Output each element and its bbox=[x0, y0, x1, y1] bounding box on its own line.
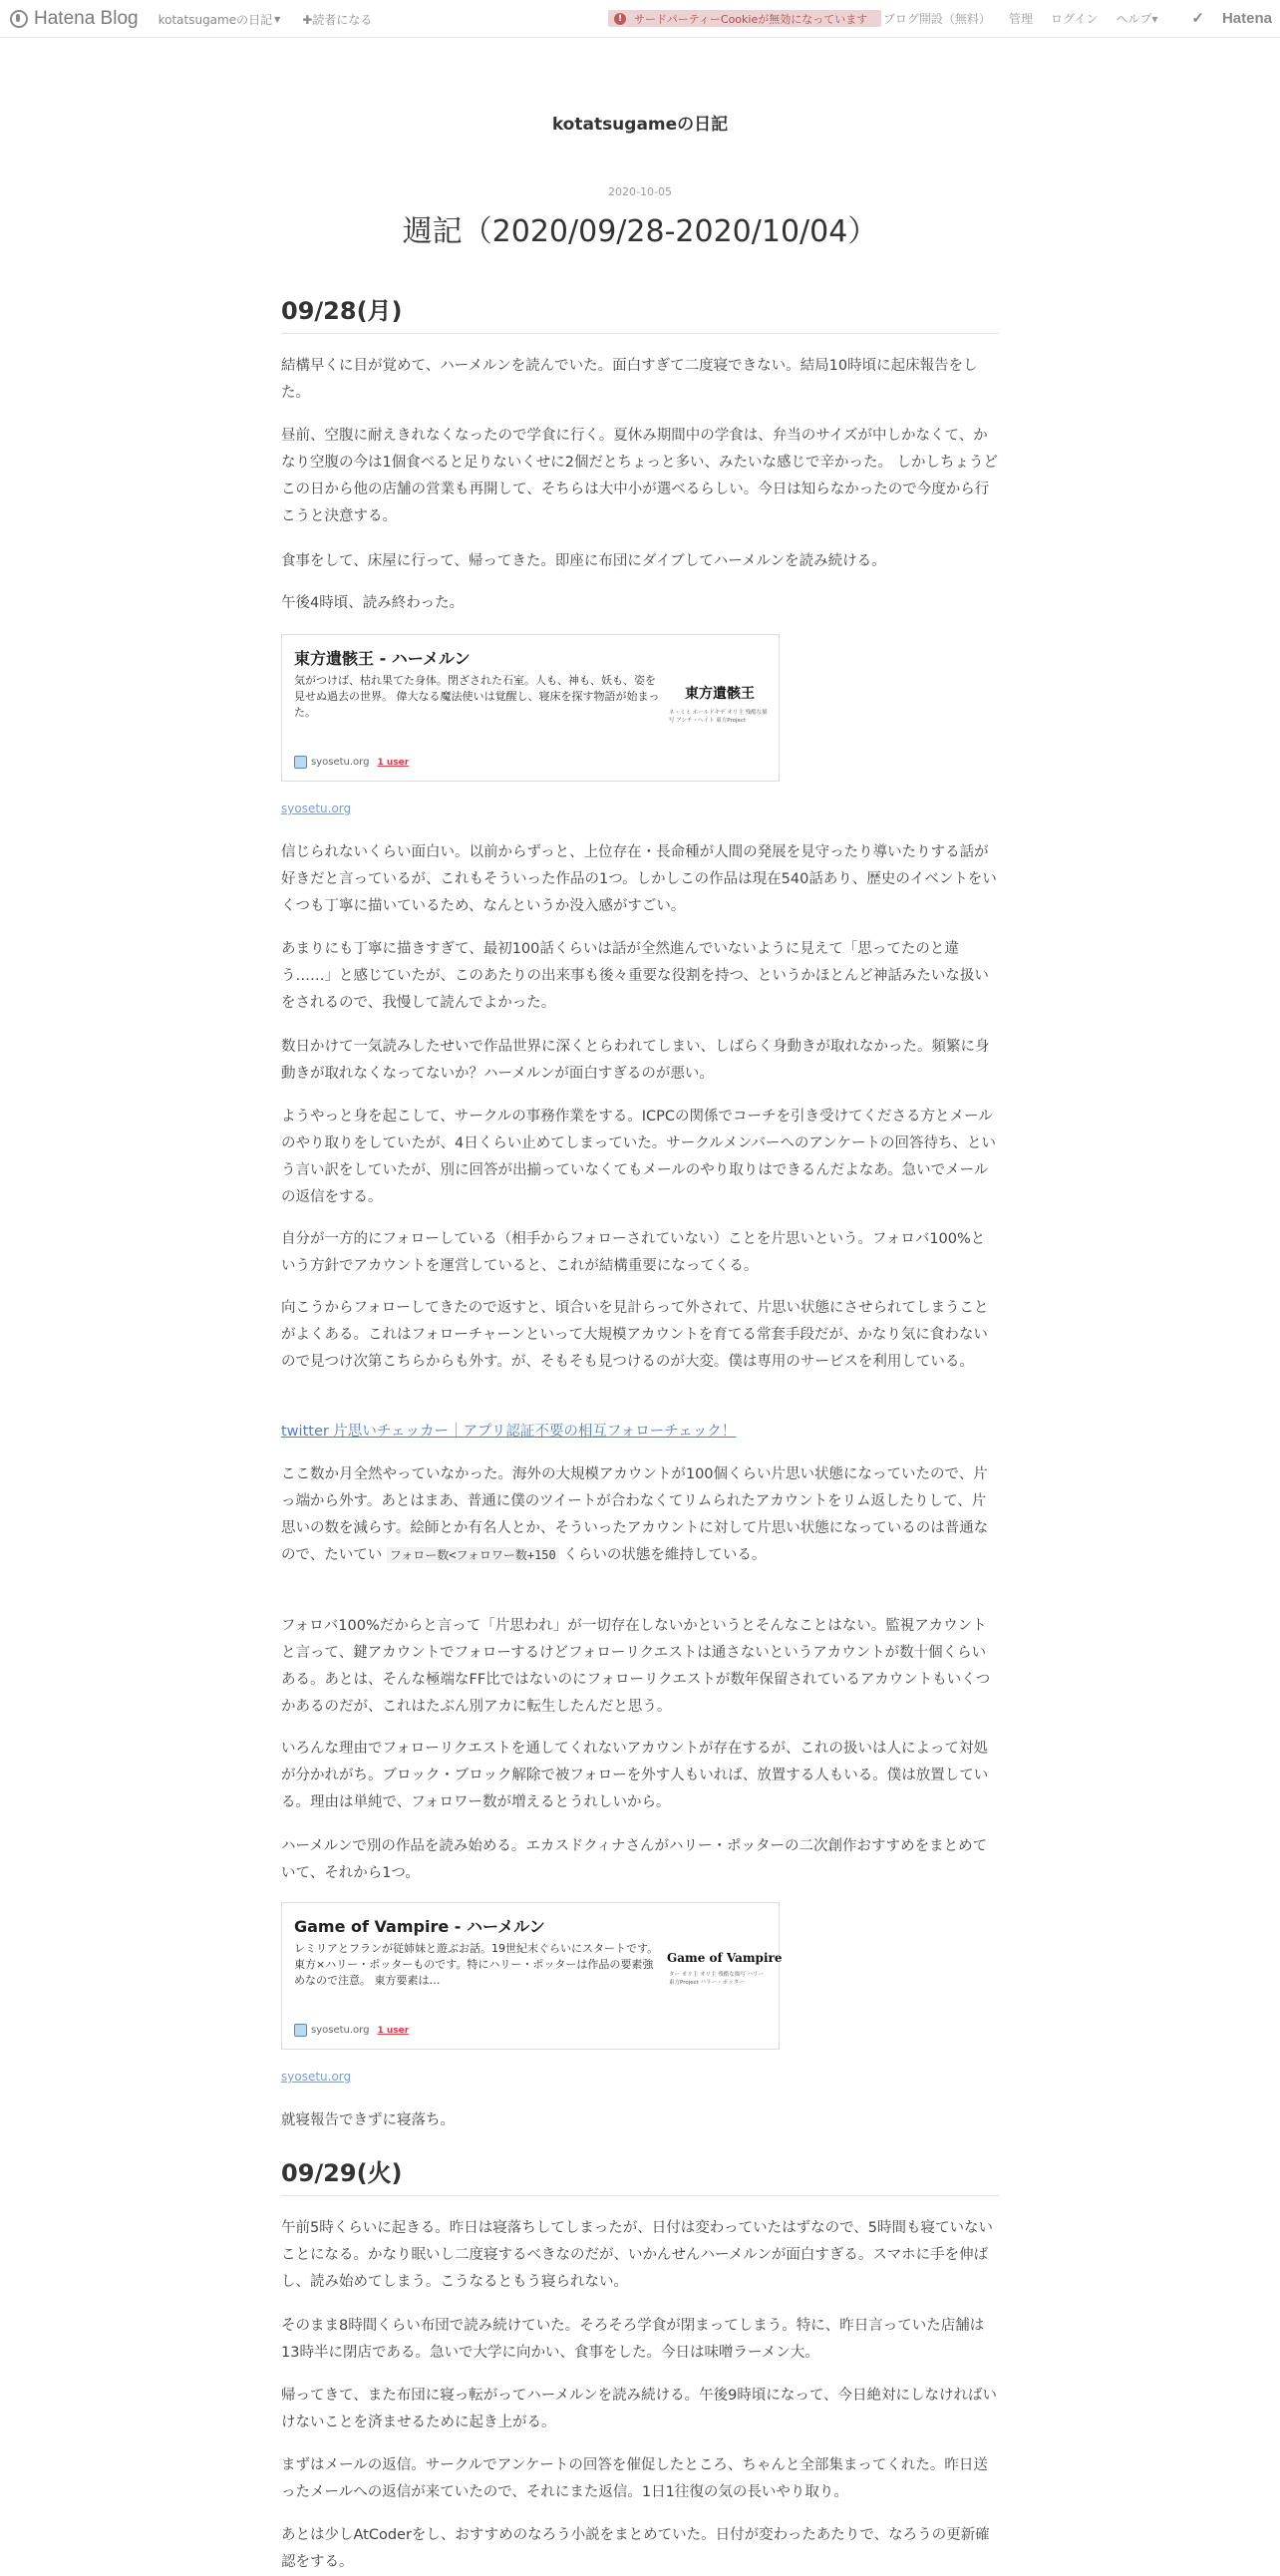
cookie-notice[interactable] bbox=[608, 10, 881, 27]
paragraph: あとは少しAtCoderをし、おすすめのなろう小説をまとめていた。日付が変わったあたりで、なろうの更新確認をする。 bbox=[281, 2527, 990, 2570]
thumbnail-title: 東方遺骸王 bbox=[685, 686, 755, 702]
paragraph: 帰ってきて、また布団に寝っ転がってハーメルンを読み続ける。午後9時頃になって、今日絶対にしなければいけないことを済ませるために起き上がる。 bbox=[281, 2388, 998, 2430]
help-link[interactable]: ヘルプ▾ bbox=[1116, 11, 1158, 26]
cookie-notice-text: サードパーティーCookieが無効になっています bbox=[634, 12, 868, 26]
paragraph: 昼前、空腹に耐えきれなくなったので学食に行く。夏休み期間中の学食は、弁当のサイズが中しかなくて、かなり空腹の今は1個食べると足りないくせに2個だとちょっと多い、みたいな感じで辛かった。 しかしちょうどこの日から他の店舗の営業も再開して、そちらは大中小が選べるらしい。今日は知らなかったので今度から行こうと決意する。 bbox=[281, 428, 999, 524]
paragraph-text: ここ数か月全然やっていなかった。海外の大規模アカウントが100個くらい片思い状態になっていたので、片っ端から外す。あとはまあ、普通に僕のツイートが合わなくてリムられたアカウントをリム返したりして、片思いの数を減らす。絵師とか有名人とか、そういったアカウントに対して片思い状態になっているのは普通なので、たいてい bbox=[281, 1466, 989, 1563]
thumbnail-title: Game of Vampire bbox=[667, 1951, 783, 1965]
site-favicon-icon bbox=[294, 2024, 307, 2037]
site-favicon-icon bbox=[294, 756, 307, 769]
embed-card-site[interactable]: syosetu.org bbox=[311, 757, 370, 768]
source-link[interactable]: syosetu.org bbox=[281, 802, 352, 815]
global-header-left bbox=[10, 6, 372, 32]
paragraph-text: くらいの状態を維持している。 bbox=[563, 1547, 767, 1563]
paragraph: そのまま8時間くらい布団で読み続けていた。そろそろ学食が閉まってしまう。特に、昨日言っていた店舗は13時半に閉店である。急いで大学に向かい、食事をした。今日は味噌ラーメン大。 bbox=[281, 2318, 985, 2361]
embed-card-game-of-vampire[interactable] bbox=[281, 1902, 783, 2050]
embed-card-thumbnail[interactable] bbox=[667, 1943, 783, 2013]
day-heading-0929: 09/29(火) bbox=[281, 2157, 999, 2196]
thumbnail-tags: ター オリ主 オリ主 残酷な描写 ハリー 東方Project ハリー・ポッター bbox=[669, 1972, 764, 1986]
embed-card-site[interactable]: syosetu.org bbox=[311, 2025, 370, 2036]
blog-menu-label: kotatsugameの日記 bbox=[158, 12, 273, 27]
paragraph: まずはメールの返信。サークルでアンケートの回答を催促したところ、ちゃんと全部集まってくれた。昨日送ったメールへの返信が来ていたので、それにまた返信。1日1往復の気の長いやり取り。 bbox=[281, 2457, 988, 2500]
admin-link[interactable]: 管理 bbox=[1008, 11, 1033, 26]
hatena-blog-logo-text: Hatena Blog bbox=[34, 8, 139, 29]
embed-card-thumbnail[interactable] bbox=[667, 675, 773, 745]
embed-card-description: レミリアとフランが従姉妹と遊ぶお話。19世紀末ぐらいにスタートです。東方×ハリー・ポッターものです。特にハリー・ポッターは作品の要素強めなので注意。 東方要素は… bbox=[294, 1942, 659, 1987]
thumbnail-tags: ネ・ミミ ホールドキデ オリ主 残酷な描写 アンチ・ヘイト 東方Project bbox=[669, 710, 768, 724]
day-heading-0928: 09/28(月) bbox=[281, 295, 999, 334]
blog-title[interactable]: kotatsugameの日記 bbox=[551, 115, 729, 135]
paragraph: 向こうからフォローしてきたので返すと、頃合いを見計らって外されて、片思い状態にさせられてしまうことがよくある。これはフォローチャーンといって大規模アカウントを育てる常套手段だが、かなり気に食わないので見つけ次第こちらからも外す。が、そもそも見つけるのが大変。僕は専用のサービスを利用している。 bbox=[281, 1300, 989, 1370]
paragraph: 食事をして、床屋に行って、帰ってきた。即座に布団にダイブしてハーメルンを読み続ける。 bbox=[281, 553, 886, 569]
chevron-down-icon: ▼ bbox=[274, 14, 281, 24]
embed-card-title[interactable]: Game of Vampire - ハーメルン bbox=[294, 1917, 545, 1936]
entry-date[interactable]: 2020-10-05 bbox=[608, 185, 672, 198]
warning-icon: ! bbox=[614, 13, 626, 25]
embed-card-title[interactable]: 東方遺骸王 - ハーメルン bbox=[294, 649, 471, 668]
paragraph: 信じられないくらい面白い。以前からずっと、上位存在・長命種が人間の発展を見守ったり導いたりする話が好きだと言っているが、これもそういった作品の1つ。しかしこの作品は現在540話あり、歴史のイベントをいくつも丁寧に描いているため、なんというか没入感がすごい。 bbox=[281, 844, 997, 914]
embed-card-footer bbox=[294, 2024, 409, 2037]
blog-menu-dropdown[interactable] bbox=[159, 11, 281, 28]
paragraph: 午前5時くらいに起きる。昨日は寝落ちしてしまったが、日付は変わっていたはずなので、5時間も寝ていないことになる。かなり眠いし二度寝するべきなのだが、いかんせんハーメルンが面白すぎる。スマホに手を伸ばし、読み始めてしまう。こうなるともう寝られない。 bbox=[281, 2220, 994, 2290]
embed-card-footer bbox=[294, 756, 409, 769]
global-header bbox=[0, 0, 1280, 38]
paragraph: 午後4時頃、読み終わった。 bbox=[281, 595, 465, 611]
paragraph bbox=[281, 1461, 999, 1569]
paragraph: 結構早くに目が覚めて、ハーメルンを読んでいた。面白すぎて二度寝できない。結局10時頃に起床報告をした。 bbox=[281, 358, 978, 401]
hatena-brand-logo[interactable] bbox=[1173, 9, 1272, 27]
create-blog-link[interactable]: ブログ開設（無料） bbox=[882, 11, 991, 26]
bookmark-users-count[interactable]: 1 user bbox=[377, 2025, 410, 2036]
entry-article bbox=[281, 185, 999, 2570]
paragraph: いろんな理由でフォローリクエストを通してくれないアカウントが存在するが、これの扱いは人によって対処が分かれがち。ブロック・ブロック解除で被フォローを外す人もいれば、放置する人もいる。僕は放置している。理由は単純で、フォロワー数が増えるとうれしいから。 bbox=[281, 1741, 989, 1810]
embed-card-touhou[interactable] bbox=[281, 634, 780, 782]
hatena-brand-text: Hatena bbox=[1221, 10, 1272, 27]
paragraph: ようやっと身を起こして、サークルの事務作業をする。ICPCの関係でコーチを引き受けてくださる方とメールのやり取りをしていたが、4日くらい止めてしまっていた。サークルメンバーへのアンケートの回答待ち、という言い訳をしていたが、別に回答が出揃っていなくてもメールのやり取りはできるんだよなあ。急いでメールの返信をする。 bbox=[281, 1109, 996, 1205]
bookmark-users-count[interactable]: 1 user bbox=[377, 757, 410, 768]
paragraph: フォロバ100%だからと言って「片思われ」が一切存在しないかというとそんなことはない。監視アカウントと言って、鍵アカウントでフォローするけどフォローリクエストは通さないというアカウントが数十個くらいある。あとは、そんな極端なFF比ではないのにフォローリクエストが数年保留されているアカウントもいくつかあるのだが、これはたぶん別アカに転生したんだと思う。 bbox=[281, 1618, 991, 1715]
hatena-blog-logo-icon bbox=[10, 10, 28, 28]
paragraph: 数日かけて一気読みしたせいで作品世界に深くとらわれてしまい、しばらく身動きが取れなかった。頻繁に身動きが取れなくなってないか？ハーメルンが面白すぎるのが悪い。 bbox=[281, 1039, 990, 1082]
paragraph: 就寝報告できずに寝落ち。 bbox=[281, 2112, 455, 2128]
embed-card-description: 気がつけば、枯れ果てた身体。閉ざされた石室。人も、神も、妖も、姿を見せぬ過去の世界。 偉大なる魔法使いは覚醒し、寝床を探す物語が始まった。 bbox=[294, 674, 660, 719]
subscribe-button[interactable]: ✚読者になる bbox=[302, 12, 373, 27]
entry-title[interactable]: 週記（2020/09/28-2020/10/04） bbox=[402, 214, 878, 249]
source-link[interactable]: syosetu.org bbox=[281, 2070, 352, 2084]
inline-code: フォロー数<フォロワー数+150 bbox=[387, 1547, 559, 1563]
hatena-brand-icon: ✓ bbox=[1191, 10, 1204, 27]
global-header-right bbox=[865, 9, 1272, 27]
twitter-checker-link[interactable]: twitter 片思いチェッカー｜アプリ認証不要の相互フォローチェック！ bbox=[281, 1424, 737, 1440]
paragraph: 自分が一方的にフォローしている（相手からフォローされていない）ことを片思いという。フォロバ100%という方針でアカウントを運営していると、これが結構重要になってくる。 bbox=[281, 1231, 986, 1274]
paragraph: あまりにも丁寧に描きすぎて、最初100話くらいは話が全然進んでいないように見えて「思ってたのと違う……」と感じていたが、このあたりの出来事も後々重要な役割を持つ、というかほとんど神話みたいな扱いをされるので、我慢して読んでよかった。 bbox=[281, 941, 989, 1011]
paragraph: ハーメルンで別の作品を読み始める。エカスドクィナさんがハリー・ポッターの二次創作おすすめをまとめていて、それから1つ。 bbox=[281, 1838, 988, 1881]
hatena-blog-logo[interactable] bbox=[10, 8, 139, 30]
login-link[interactable]: ログイン bbox=[1050, 11, 1099, 26]
